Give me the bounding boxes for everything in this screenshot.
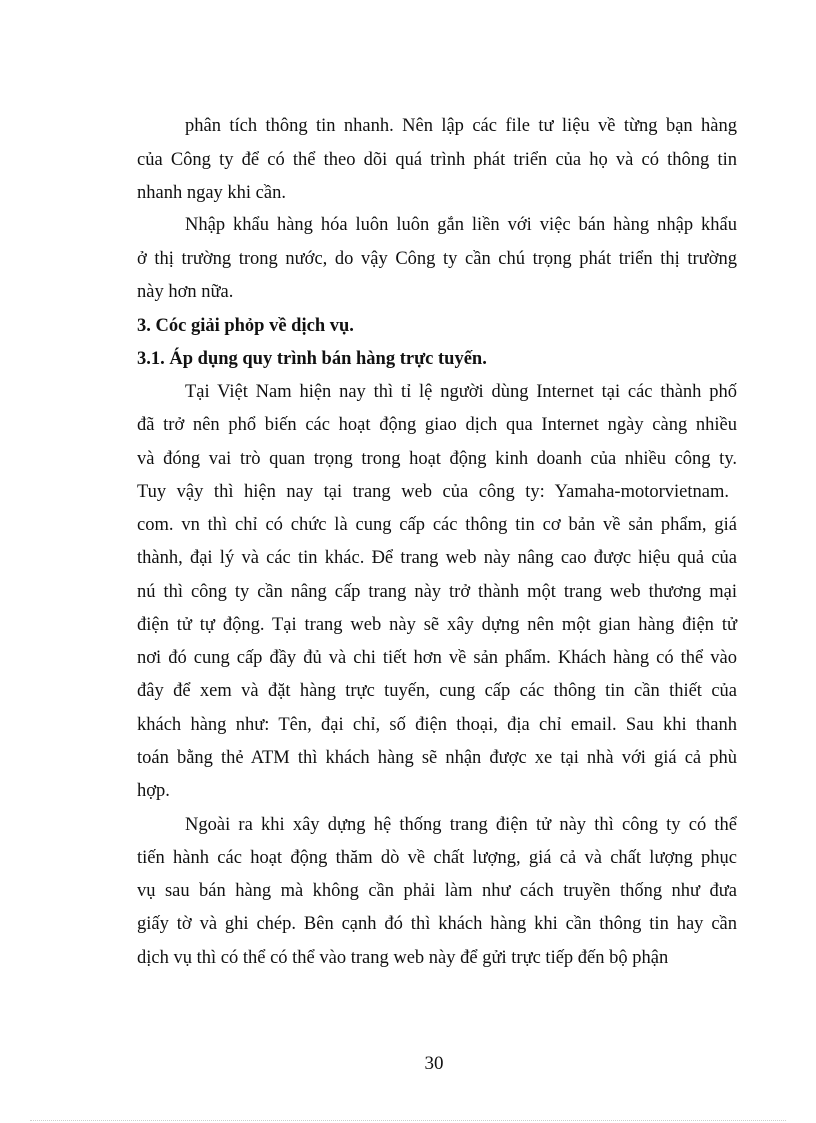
paragraph-line: và đóng vai trò quan trọng trong hoạt động kinh doanh của nhiều công ty. <box>137 449 737 469</box>
paragraph-line: nú thì công ty cần nâng cấp trang này trở thành một trang web thương mại <box>137 582 737 602</box>
paragraph-line: vụ sau bán hàng mà không cần phải làm như cách truyền thống như đưa <box>137 881 737 901</box>
paragraph-line: Ngoài ra khi xây dựng hệ thống trang điện tử này thì công ty có thể <box>185 815 737 835</box>
paragraph-line: Tuy vậy thì hiện nay tại trang web của công ty: Yamaha-motorvietnam. <box>137 482 729 502</box>
paragraph-line: nơi đó cung cấp đầy đủ và chi tiết hơn về sản phẩm. Khách hàng có thể vào <box>137 648 737 668</box>
paragraph-line: thành, đại lý và các tin khác. Để trang web này nâng cao được hiệu quả của <box>137 548 737 568</box>
paragraph-line: Tại Việt Nam hiện nay thì tỉ lệ người dùng Internet tại các thành phố <box>185 382 737 402</box>
page-bottom-rule <box>30 1120 786 1121</box>
paragraph-line: Nhập khẩu hàng hóa luôn luôn gắn liền với việc bán hàng nhập khẩu <box>185 215 737 235</box>
page-number: 30 <box>424 1053 444 1074</box>
paragraph-line: của Công ty để có thể theo dõi quá trình phát triển của họ và có thông tin <box>137 150 737 170</box>
paragraph-line: com. vn thì chỉ có chức là cung cấp các thông tin cơ bản về sản phẩm, giá <box>137 515 737 535</box>
paragraph-line: toán bằng thẻ ATM thì khách hàng sẽ nhận được xe tại nhà với giá cả phù <box>137 748 737 768</box>
paragraph-line: khách hàng như: Tên, đại chỉ, số điện thoại, địa chỉ email. Sau khi thanh <box>137 715 737 735</box>
paragraph-line: này hơn nữa. <box>137 282 234 302</box>
section-heading: 3. Cóc giải phỏp về dịch vụ. <box>137 316 354 336</box>
paragraph-line: đây để xem và đặt hàng trực tuyến, cung cấp các thông tin cần thiết của <box>137 681 737 701</box>
paragraph-line: giấy tờ và ghi chép. Bên cạnh đó thì khách hàng khi cần thông tin hay cần <box>137 914 737 934</box>
paragraph-line: nhanh ngay khi cần. <box>137 183 286 203</box>
paragraph-line: điện tử tự động. Tại trang web này sẽ xây dựng nên một gian hàng điện tử <box>137 615 737 635</box>
subsection-heading: 3.1. Áp dụng quy trình bán hàng trực tuyến. <box>137 349 487 369</box>
paragraph-line: tiến hành các hoạt động thăm dò về chất lượng, giá cả và chất lượng phục <box>137 848 737 868</box>
paragraph-line: hợp. <box>137 781 170 801</box>
paragraph-line: ở thị trường trong nước, do vậy Công ty cần chú trọng phát triển thị trường <box>137 249 737 269</box>
paragraph-line: phân tích thông tin nhanh. Nên lập các file tư liệu về từng bạn hàng <box>185 116 737 136</box>
paragraph-line: dịch vụ thì có thể có thể vào trang web này để gửi trực tiếp đến bộ phận <box>137 948 669 968</box>
paragraph-line: đã trở nên phổ biến các hoạt động giao dịch qua Internet ngày càng nhiều <box>137 415 737 435</box>
